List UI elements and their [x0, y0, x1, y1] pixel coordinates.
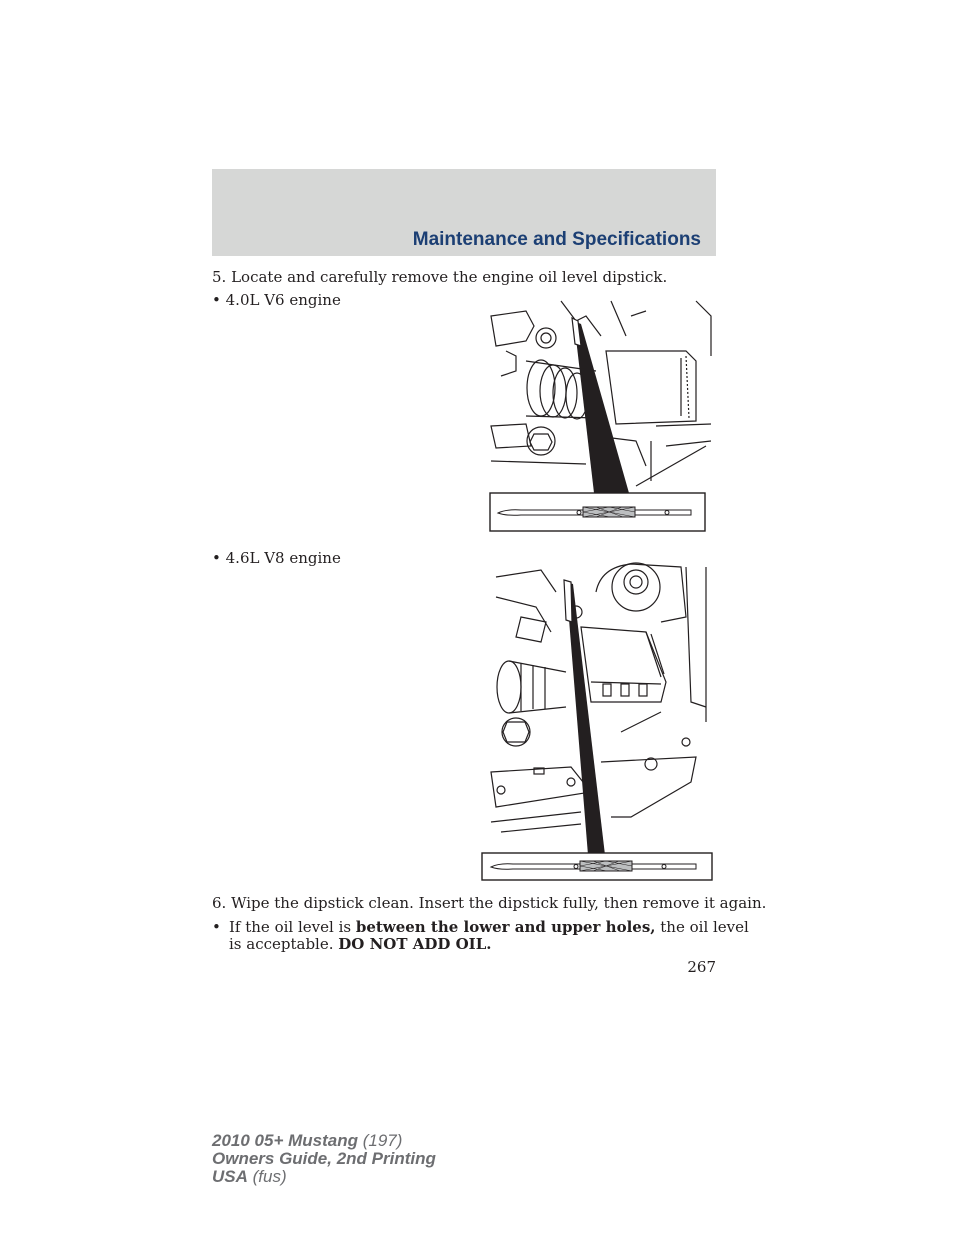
page-number: 267 — [687, 958, 716, 976]
v8-engine-illustration — [481, 562, 716, 882]
footer-line-3 — [212, 1168, 436, 1186]
step-6-text: 6. Wipe the dipstick clean. Insert the dipstick fully, then remove it again. — [212, 894, 767, 912]
oil-text-bold2: DO NOT ADD OIL. — [338, 935, 492, 953]
oil-text-part1: If the oil level is — [229, 918, 356, 936]
oil-level-line-1 — [229, 918, 749, 936]
bullet-marker: • — [212, 918, 221, 936]
v6-engine-illustration — [486, 296, 716, 533]
bullet-marker: • — [212, 291, 221, 309]
footer-region: USA — [212, 1167, 248, 1186]
footer — [212, 1132, 436, 1186]
footer-region-code: (fus) — [247, 1167, 287, 1186]
footer-line-1 — [212, 1132, 436, 1150]
footer-line-2: Owners Guide, 2nd Printing — [212, 1149, 436, 1168]
oil-level-bullet — [212, 918, 221, 936]
section-title: Maintenance and Specifications — [412, 229, 701, 250]
oil-text-line2-part1: is acceptable. — [229, 935, 339, 953]
oil-text-part2: the oil level — [655, 918, 749, 936]
oil-text-bold1: between the lower and upper holes, — [355, 918, 656, 936]
bullet-v8 — [212, 549, 341, 567]
oil-level-line-2 — [229, 935, 491, 953]
v6-engine-label: 4.0L V6 engine — [225, 291, 341, 309]
footer-model: 2010 05+ Mustang — [212, 1131, 358, 1150]
section-header-band — [212, 169, 716, 256]
bullet-marker: • — [212, 549, 221, 567]
step-5-text: 5. Locate and carefully remove the engine oil level dipstick. — [212, 268, 668, 286]
footer-model-code: (197) — [358, 1131, 403, 1150]
v8-engine-label: 4.6L V8 engine — [225, 549, 341, 567]
bullet-v6 — [212, 291, 341, 309]
